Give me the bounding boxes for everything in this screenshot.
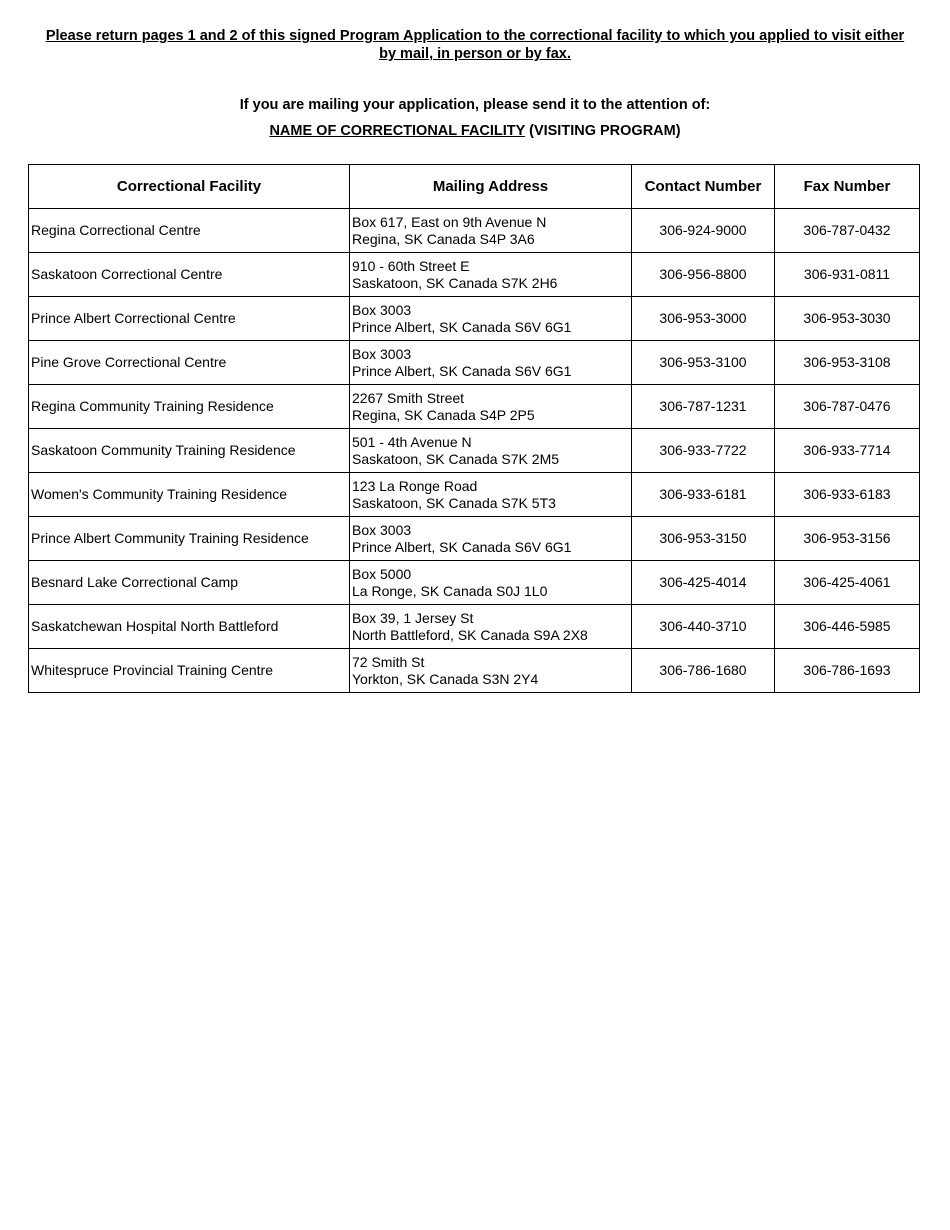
table-row — [29, 341, 920, 385]
table-header-row — [29, 165, 920, 209]
address-line-1: 72 Smith St — [352, 653, 425, 670]
address-line-2: Yorkton, SK Canada S3N 2Y4 — [352, 670, 539, 687]
table-row — [29, 297, 920, 341]
address-line-1: Box 3003 — [352, 521, 412, 538]
contact-number-cell: 306-440-3710 — [632, 605, 775, 649]
mailing-address-cell — [350, 649, 632, 693]
mailing-address-cell — [350, 385, 632, 429]
facility-name-cell: Saskatchewan Hospital North Battleford — [29, 605, 350, 649]
address-line-1: 123 La Ronge Road — [352, 477, 478, 494]
fax-number-cell: 306-787-0432 — [775, 209, 920, 253]
contact-number-cell: 306-953-3000 — [632, 297, 775, 341]
facility-name-cell: Regina Community Training Residence — [29, 385, 350, 429]
table-row — [29, 649, 920, 693]
address-line-2: Saskatoon, SK Canada S7K 5T3 — [352, 494, 556, 511]
contact-number-cell: 306-425-4014 — [632, 561, 775, 605]
mailing-address-cell — [350, 429, 632, 473]
return-instructions: Please return pages 1 and 2 of this signed Program Application to the correctional facility to which you applied to visit either by mail, in person or by fax. — [45, 28, 905, 62]
address-line-2: North Battleford, SK Canada S9A 2X8 — [352, 626, 588, 643]
address-line-2: Regina, SK Canada S4P 2P5 — [352, 406, 535, 423]
mailing-address-cell — [350, 605, 632, 649]
fax-number-cell: 306-425-4061 — [775, 561, 920, 605]
table-row — [29, 253, 920, 297]
facility-name-cell: Prince Albert Community Training Residence — [29, 517, 350, 561]
mailing-address-cell — [350, 297, 632, 341]
address-line-1: 2267 Smith Street — [352, 389, 465, 406]
address-line-2: Saskatoon, SK Canada S7K 2M5 — [352, 450, 560, 467]
table-row — [29, 561, 920, 605]
fax-number-cell: 306-786-1693 — [775, 649, 920, 693]
mailing-address-cell — [350, 341, 632, 385]
fax-number-cell: 306-953-3030 — [775, 297, 920, 341]
contact-number-cell: 306-956-8800 — [632, 253, 775, 297]
address-line-1: 501 - 4th Avenue N — [352, 433, 472, 450]
attention-line — [40, 122, 910, 140]
facility-name-cell: Besnard Lake Correctional Camp — [29, 561, 350, 605]
mailing-address-cell — [350, 561, 632, 605]
facility-name-cell: Saskatoon Correctional Centre — [29, 253, 350, 297]
address-line-2: Regina, SK Canada S4P 3A6 — [352, 230, 535, 247]
table-row — [29, 429, 920, 473]
table-body — [29, 209, 920, 693]
contact-number-cell: 306-953-3150 — [632, 517, 775, 561]
address-line-2: La Ronge, SK Canada S0J 1L0 — [352, 582, 548, 599]
contact-number-cell: 306-787-1231 — [632, 385, 775, 429]
address-line-1: Box 3003 — [352, 301, 412, 318]
address-line-2: Prince Albert, SK Canada S6V 6G1 — [352, 318, 572, 335]
address-line-1: 910 - 60th Street E — [352, 257, 470, 274]
address-line-1: Box 5000 — [352, 565, 412, 582]
table-row — [29, 605, 920, 649]
fax-number-cell: 306-933-7714 — [775, 429, 920, 473]
contact-number-cell: 306-933-6181 — [632, 473, 775, 517]
mailing-address-cell — [350, 253, 632, 297]
address-line-1: Box 39, 1 Jersey St — [352, 609, 474, 626]
facility-name-cell: Whitespruce Provincial Training Centre — [29, 649, 350, 693]
header-address: Mailing Address — [350, 165, 632, 209]
address-line-2: Prince Albert, SK Canada S6V 6G1 — [352, 538, 572, 555]
mailing-intro: If you are mailing your application, please send it to the attention of: — [239, 97, 711, 113]
mailing-address-cell — [350, 517, 632, 561]
contact-number-cell: 306-953-3100 — [632, 341, 775, 385]
address-line-1: Box 617, East on 9th Avenue N — [352, 213, 547, 230]
table-row — [29, 473, 920, 517]
facility-name-cell: Regina Correctional Centre — [29, 209, 350, 253]
facilities-table — [28, 164, 920, 693]
header-fax: Fax Number — [775, 165, 920, 209]
header-facility: Correctional Facility — [29, 165, 350, 209]
facility-name-cell: Pine Grove Correctional Centre — [29, 341, 350, 385]
fax-number-cell: 306-933-6183 — [775, 473, 920, 517]
contact-number-cell: 306-786-1680 — [632, 649, 775, 693]
table-row — [29, 385, 920, 429]
address-line-2: Saskatoon, SK Canada S7K 2H6 — [352, 274, 558, 291]
visiting-program-label: (VISITING PROGRAM) — [529, 123, 681, 139]
table-row — [29, 209, 920, 253]
address-line-2: Prince Albert, SK Canada S6V 6G1 — [352, 362, 572, 379]
contact-number-cell: 306-933-7722 — [632, 429, 775, 473]
fax-number-cell: 306-953-3108 — [775, 341, 920, 385]
header-contact: Contact Number — [632, 165, 775, 209]
facility-name-cell: Women's Community Training Residence — [29, 473, 350, 517]
facility-name-cell: Prince Albert Correctional Centre — [29, 297, 350, 341]
contact-number-cell: 306-924-9000 — [632, 209, 775, 253]
table-row — [29, 517, 920, 561]
address-line-1: Box 3003 — [352, 345, 412, 362]
mailing-address-cell — [350, 209, 632, 253]
facility-name-placeholder: NAME OF CORRECTIONAL FACILITY — [269, 123, 526, 139]
fax-number-cell: 306-953-3156 — [775, 517, 920, 561]
fax-number-cell: 306-446-5985 — [775, 605, 920, 649]
facility-name-cell: Saskatoon Community Training Residence — [29, 429, 350, 473]
fax-number-cell: 306-931-0811 — [775, 253, 920, 297]
fax-number-cell: 306-787-0476 — [775, 385, 920, 429]
mailing-address-cell — [350, 473, 632, 517]
